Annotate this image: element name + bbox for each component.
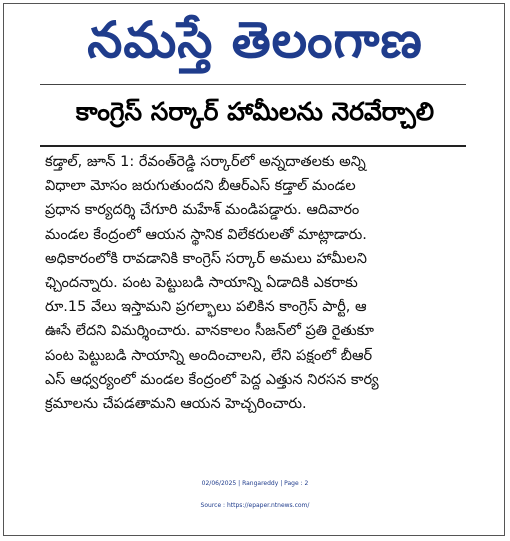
masthead-title: నమస్తే తెలంగాణ: [87, 11, 423, 69]
article-line: కడ్తాల్, జూన్ 1: రేవంత్‌రెడ్డి సర్కార్‌లో అన్నదాతలకు అన్ని: [45, 154, 366, 170]
article-headline: కాంగ్రెస్ సర్కార్ హామీలను నెరవేర్చాలి: [75, 97, 435, 126]
article-line: క్రమాలను చేపడతామని ఆయన హెచ్చరించారు.: [45, 396, 307, 413]
article-line: అధికారంలోకి రావడానికి కాంగ్రెస్ సర్కార్ అమలు హామీలని: [45, 250, 367, 267]
article-line: మండల కేంద్రంలో ఆయన స్థానిక విలేకరులతో మాట్లాడారు.: [45, 226, 367, 243]
masthead-divider: [40, 84, 466, 85]
newspaper-masthead: [0, 4, 510, 76]
article-body: [45, 150, 471, 416]
article-line: విధాలా మోసం జరుగుతుందని బీఆర్‌ఎస్ కడ్తాల్ మండల: [45, 178, 356, 195]
publication-meta: 02/06/2025 | Rangareddy | Page : 2: [201, 480, 309, 487]
article-line: పంట పెట్టుబడి సాయాన్ని అందించాలని, లేని పక్షంలో బీఆర్: [45, 347, 373, 364]
headline-divider: [40, 145, 466, 147]
article-line: రూ.15 వేలు ఇస్తామని ప్రగల్భాలు పలికిన కాంగ్రెస్ పార్టీ, ఆ: [45, 299, 367, 316]
article-line: ఎస్ ఆధ్వర్యంలో మండల కేంద్రంలో పెద్ద ఎత్తున నిరసన కార్య: [45, 371, 379, 388]
article-line: ఊసే లేదని విమర్శించారు. వానకాలం సీజన్‌లో ప్రతి రైతుకూ: [45, 323, 374, 340]
source-link: Source : https://epaper.ntnews.com/: [200, 502, 310, 509]
article-line: ప్రధాన కార్యదర్శి చేగూరి మహేశ్ మండిపడ్డారు. ఆదివారం: [45, 202, 360, 219]
article-line: ఛ్చిందన్నారు. పంట పెట్టుబడి సాయాన్ని ఏడాదికి ఎకరాకు: [45, 275, 358, 292]
